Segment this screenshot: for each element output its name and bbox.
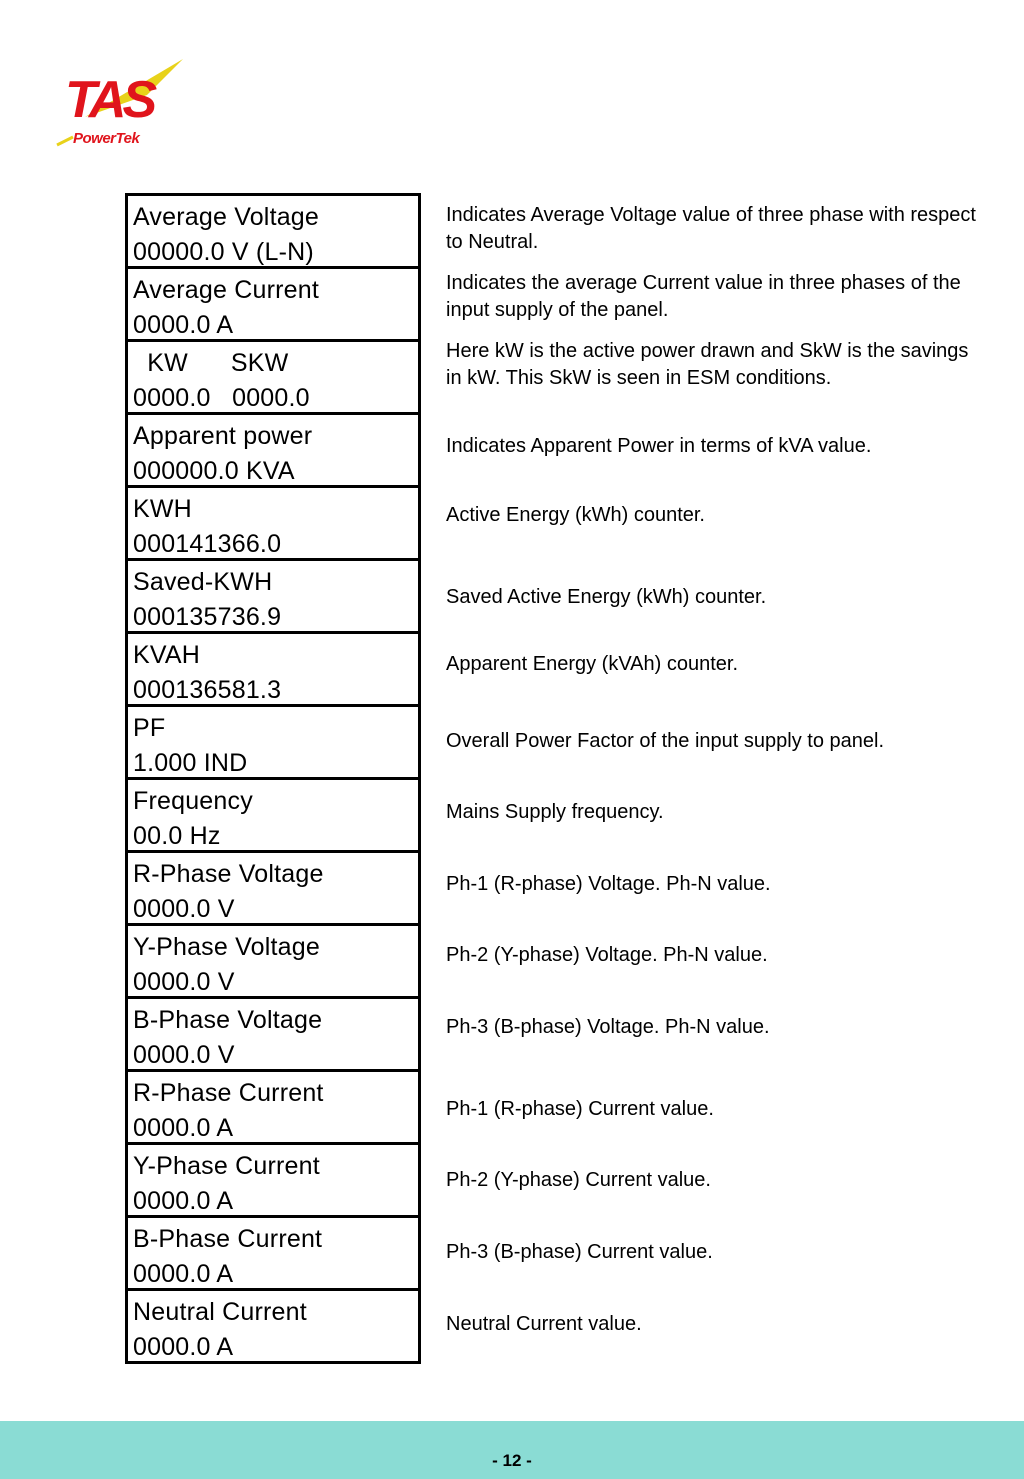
lcd-row [128, 707, 418, 780]
lcd-row [128, 488, 418, 561]
lcd-value: 0000.0 V [133, 1041, 235, 1069]
page-number: - 12 - [492, 1451, 532, 1470]
lcd-label: B-Phase Voltage [133, 1006, 323, 1034]
lcd-row [128, 634, 418, 707]
lcd-label: Neutral Current [133, 1298, 307, 1326]
lcd-value: 000135736.9 [133, 603, 282, 631]
lcd-value: 0000.0 A [133, 1260, 234, 1288]
lcd-row [128, 269, 418, 342]
lcd-label: Y-Phase Voltage [133, 933, 320, 961]
row-description: Ph-2 (Y-phase) Current value. [446, 1169, 711, 1191]
row-description: Ph-1 (R-phase) Voltage. Ph-N value. [446, 873, 771, 895]
row-description: Mains Supply frequency. [446, 801, 664, 823]
lcd-value: 0000.0 A [133, 1114, 234, 1142]
lcd-value: 000136581.3 [133, 676, 282, 704]
lcd-row [128, 1072, 418, 1145]
lcd-label: KW SKW [133, 349, 289, 377]
lcd-row [128, 853, 418, 926]
row-description: Ph-2 (Y-phase) Voltage. Ph-N value. [446, 944, 768, 966]
row-description: Neutral Current value. [446, 1313, 642, 1335]
lcd-display-table [125, 193, 421, 1364]
lcd-value: 0000.0 A [133, 1187, 234, 1215]
lcd-label: KWH [133, 495, 192, 523]
row-description: Indicates the average Current value in three phases of the input supply of the panel. [446, 272, 961, 321]
lcd-label: KVAH [133, 641, 201, 669]
lcd-label: Apparent power [133, 422, 313, 450]
lcd-row [128, 1291, 418, 1364]
lcd-row [128, 780, 418, 853]
lcd-label: R-Phase Current [133, 1079, 324, 1107]
lcd-label: Y-Phase Current [133, 1152, 320, 1180]
lcd-row [128, 1218, 418, 1291]
lcd-label: R-Phase Voltage [133, 860, 324, 888]
lcd-row [128, 342, 418, 415]
row-description: Ph-3 (B-phase) Voltage. Ph-N value. [446, 1016, 770, 1038]
row-description: Here kW is the active power drawn and SkW is the savings in kW. This SkW is seen in ESM conditions. [446, 340, 969, 389]
svg-text:TAS: TAS [65, 71, 154, 129]
row-description: Saved Active Energy (kWh) counter. [446, 586, 767, 608]
lcd-row [128, 561, 418, 634]
lcd-value: 1.000 IND [133, 749, 248, 777]
lcd-label: Frequency [133, 787, 253, 815]
row-description: Apparent Energy (kVAh) counter. [446, 653, 739, 675]
row-description: Overall Power Factor of the input supply to panel. [446, 730, 885, 752]
lcd-label: Saved-KWH [133, 568, 273, 596]
lcd-value: 000000.0 KVA [133, 457, 295, 485]
lcd-value: 0000.0 V [133, 968, 235, 996]
lcd-label: B-Phase Current [133, 1225, 323, 1253]
lcd-value: 00000.0 V (L-N) [133, 238, 314, 266]
row-description: Ph-1 (R-phase) Current value. [446, 1098, 714, 1120]
lcd-value: 0000.0 A [133, 311, 234, 339]
lcd-value: 000141366.0 [133, 530, 282, 558]
row-description: Indicates Average Voltage value of three phase with respect to Neutral. [446, 204, 976, 253]
svg-text:PowerTek: PowerTek [73, 130, 140, 147]
tas-powertek-logo [55, 55, 185, 150]
lcd-label: Average Voltage [133, 203, 320, 231]
lcd-row [128, 926, 418, 999]
lcd-value: 0000.0 A [133, 1333, 234, 1361]
lcd-row [128, 1145, 418, 1218]
row-description: Ph-3 (B-phase) Current value. [446, 1241, 713, 1263]
lcd-row [128, 999, 418, 1072]
lcd-label: PF [133, 714, 166, 742]
lcd-label: Average Current [133, 276, 319, 304]
lcd-value: 0000.0 0000.0 [133, 384, 310, 412]
lcd-row [128, 415, 418, 488]
row-description: Indicates Apparent Power in terms of kVA value. [446, 435, 872, 457]
lcd-row [128, 196, 418, 269]
lcd-value: 0000.0 V [133, 895, 235, 923]
row-description: Active Energy (kWh) counter. [446, 504, 705, 526]
lcd-value: 00.0 Hz [133, 822, 221, 850]
page-footer [0, 1421, 1024, 1479]
